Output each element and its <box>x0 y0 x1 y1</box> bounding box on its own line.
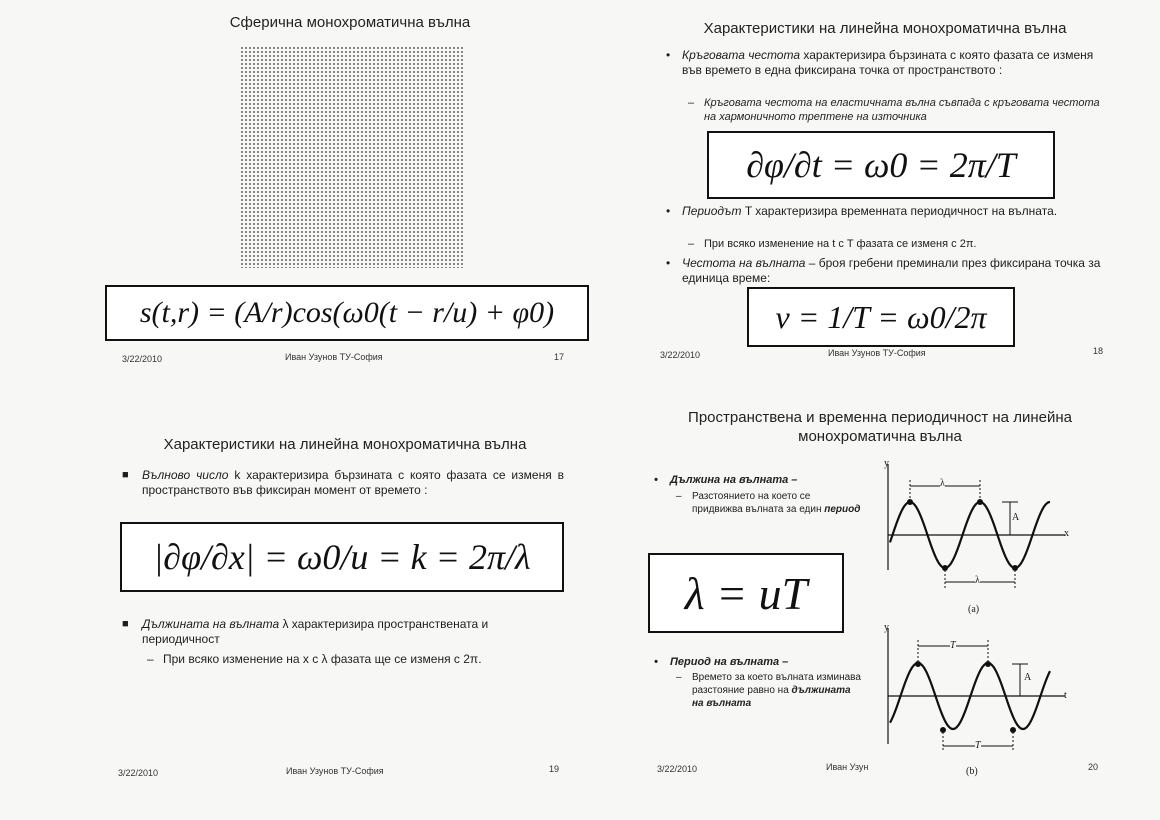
wave-graph-space <box>880 460 1080 620</box>
slide19-page-number: 19 <box>549 764 560 774</box>
slide19-formula-wave-number: |∂φ/∂x| = ω0/u = k = 2π/λ <box>120 522 564 592</box>
slide20-title: Пространствена и временна периодичност на линейна монохроматична вълна <box>688 409 1072 445</box>
term-wavelength-em: дължината на вълната <box>692 685 851 709</box>
slide18-formula-frequency: ν = 1/T = ω0/2π <box>747 287 1015 347</box>
slide17-date: 3/22/2010 <box>122 354 163 364</box>
slide18-author: Иван Узунов ТУ-София <box>828 348 926 358</box>
slide20-formula-wavelength: λ = uT <box>648 553 844 633</box>
slide17-page-number: 17 <box>554 352 565 362</box>
slide18-formula-phase-rate: ∂φ/∂t = ω0 = 2π/T <box>707 131 1055 199</box>
slide20-sub-period: – Времето за което вълната изминава разстояние равно на дължината на вълната <box>692 671 862 710</box>
slide20-bullet-wavelength: • Дължина на вълната – <box>670 473 870 487</box>
term-angular-frequency: Кръговата честота <box>682 48 801 62</box>
slide18-title: Характеристики на линейна монохроматична вълна <box>703 20 1067 37</box>
slide18-sub-angular-frequency: – Кръговата честота на еластичната вълна съвпада с кръговата честота на хармоничното трептене на източника <box>704 96 1104 124</box>
slide19-author: Иван Узунов ТУ-София <box>286 766 384 776</box>
fig-b-label: (b) <box>966 766 978 777</box>
fig-b-amplitude: A <box>1024 672 1032 683</box>
slide17-formula: s(t,r) = (A/r)cos(ω0(t − r/u) + φ0) <box>105 285 589 341</box>
slide20-author: Иван Узун <box>826 762 869 772</box>
slide18-date: 3/22/2010 <box>660 350 701 360</box>
fig-b-period-top: T <box>950 640 956 651</box>
fig-b-axis-y: y <box>884 622 889 633</box>
fig-a-axis-x: x <box>1064 528 1069 539</box>
slide18-bullet-angular-frequency: • Кръговата честота характеризира бързината с която фазата се изменя във времето в една фиксирана точка от пространството : <box>682 48 1102 78</box>
term-wavelength: Дължината на вълната <box>142 617 280 631</box>
fig-a-axis-y: y <box>884 458 889 469</box>
slide20-date: 3/22/2010 <box>657 764 698 774</box>
fig-a-label: (a) <box>968 604 980 615</box>
term-period-em: период <box>824 504 861 515</box>
fig-a-lambda-top: λ <box>940 478 945 489</box>
term-wave-number: Вълново число <box>142 468 229 482</box>
spherical-wave-illustration <box>240 46 464 268</box>
slide19-bullet-wave-number: ■ Вълново число k характеризира бързината с която фазата се изменя в пространството във фиксиран момент от времето : <box>142 468 564 498</box>
fig-b-axis-t: t <box>1064 690 1067 701</box>
slide19-sub-wavelength: – При всяко изменение на x с λ фазата ще се изменя с 2π. <box>163 652 563 666</box>
slide19-bullet-wavelength: ■ Дължината на вълната λ характеризира пространствената и периодичност <box>142 617 564 647</box>
fig-a-amplitude: A <box>1012 512 1020 523</box>
slide18-page-number: 18 <box>1093 346 1104 356</box>
term-frequency: Честота на вълната <box>682 256 806 270</box>
term-period: Периодът <box>682 204 742 218</box>
slide17-author: Иван Узунов ТУ-София <box>285 352 383 362</box>
slide20-page-number: 20 <box>1088 762 1099 772</box>
slide17-title: Сферична монохроматична вълна <box>229 14 471 31</box>
slide19-date: 3/22/2010 <box>118 768 159 778</box>
fig-a-lambda-bottom: λ <box>975 575 980 586</box>
slide20-sub-wavelength: – Разстоянието на което се придвижва вълната за един период <box>692 490 862 516</box>
slide18-bullet-period: • Периодът T характеризира временната периодичност на вълната. <box>682 204 1102 219</box>
fig-b-period-bottom: T <box>975 740 981 751</box>
slide19-title: Характеристики на линейна монохроматична вълна <box>163 436 527 453</box>
slide18-bullet-frequency: • Честота на вълната – броя гребени преминали през фиксирана точка за единица време: <box>682 256 1102 286</box>
slide20-bullet-period: • Период на вълната – <box>670 655 870 669</box>
slide18-sub-period: – При всяко изменение на t с T фазата се изменя с 2π. <box>704 237 1104 251</box>
